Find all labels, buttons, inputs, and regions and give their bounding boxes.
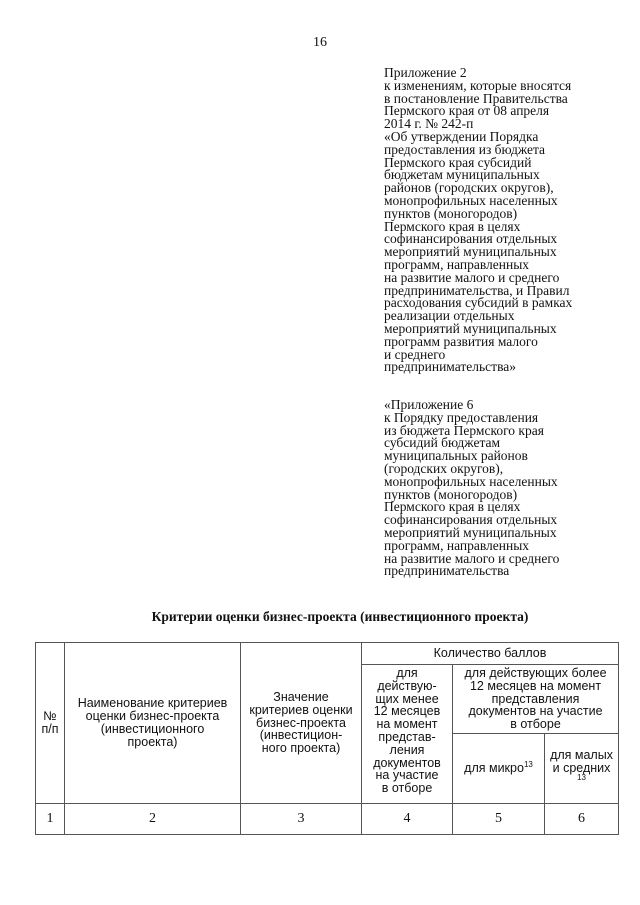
appendix-2-block — [384, 67, 614, 374]
text-line: щих менее — [375, 691, 439, 706]
text-line: представ- — [378, 729, 436, 744]
text-line: п/п — [41, 721, 59, 736]
text-line: пунктов (моногородов) — [384, 205, 518, 221]
text-line: «Приложение 6 — [384, 397, 474, 412]
text-line: бюджетам муниципальных — [384, 167, 540, 183]
text-line: документов на участие — [468, 704, 603, 719]
text-line: Пермского края субсидий — [384, 154, 532, 170]
header-criteria-value — [241, 643, 362, 804]
text-line: расходования субсидий в рамках — [384, 295, 573, 311]
text-line: и среднего — [384, 346, 446, 362]
text-line: монопрофильных населенных — [384, 192, 558, 208]
text-line: (инвестицион- — [259, 728, 343, 743]
text-line: реализации отдельных — [384, 308, 515, 324]
text-line: и средних — [552, 761, 611, 776]
text-line: мероприятий муниципальных — [384, 524, 557, 540]
text-line: на момент — [376, 717, 438, 732]
text-line: Наименование критериев — [77, 696, 228, 711]
text-line: мероприятий муниципальных — [384, 244, 557, 260]
text-line: для — [396, 666, 418, 680]
text-line: монопрофильных населенных — [384, 473, 558, 489]
header-less-12-months — [362, 665, 453, 804]
text-line: на развитие малого и среднего — [384, 269, 560, 285]
text-line: к Порядку предоставления — [384, 409, 539, 425]
header-score: Количество баллов — [362, 643, 619, 665]
text-line: предоставления из бюджета — [384, 141, 546, 157]
text-line: предпринимательства» — [384, 359, 517, 375]
appendix-6-block — [384, 399, 614, 578]
header-criteria-name — [65, 643, 241, 804]
header-small-medium-label — [548, 749, 615, 775]
text-line: на развитие малого и среднего — [384, 550, 560, 566]
column-number-cell: 1 — [36, 803, 65, 834]
text-line: софинансирования отдельных — [384, 512, 558, 528]
text-line: оценки бизнес-проекта — [85, 709, 220, 724]
header-number — [36, 643, 65, 804]
text-line: 12 месяцев — [373, 704, 441, 719]
text-line: субсидий бюджетам — [384, 435, 501, 451]
criteria-table — [35, 642, 619, 835]
column-number-cell: 3 — [241, 803, 362, 834]
text-line: проекта) — [127, 734, 178, 749]
header-more-12-months — [453, 665, 619, 734]
header-micro — [453, 733, 545, 803]
text-line: представления — [491, 691, 580, 706]
header-micro-footnote: 13 — [523, 759, 533, 769]
text-line: предпринимательства — [384, 563, 510, 579]
text-line: Пермского края от 08 апреля — [384, 103, 550, 119]
column-number-row — [36, 803, 619, 834]
text-line: (городских округов), — [384, 460, 504, 476]
text-line: районов (городских округов), — [384, 180, 554, 196]
text-line: Пермского края в целях — [384, 218, 521, 234]
text-line: «Об утверждении Порядка — [384, 128, 539, 144]
text-line: софинансирования отдельных — [384, 231, 558, 247]
text-line: предпринимательства, и Правил — [384, 282, 570, 298]
document-title: Критерии оценки бизнес-проекта (инвестиционного проекта) — [151, 609, 529, 624]
header-micro-label: для микро — [464, 761, 524, 776]
header-small-medium — [545, 733, 619, 803]
text-line: Приложение 2 — [384, 65, 467, 80]
text-line: в отборе — [381, 781, 433, 796]
column-number-cell: 6 — [545, 803, 619, 834]
text-line: действую- — [377, 678, 437, 693]
text-line: для малых — [550, 748, 613, 763]
text-line: Пермского края в целях — [384, 499, 521, 515]
text-line: муниципальных районов — [384, 448, 528, 464]
text-line: Значение — [273, 690, 329, 704]
text-line: для действующих более — [464, 666, 607, 680]
text-line: мероприятий муниципальных — [384, 320, 557, 336]
text-line: к изменениям, которые вносятся — [384, 77, 572, 93]
header-small-medium-footnote: 13 — [577, 772, 586, 782]
text-line: из бюджета Пермского края — [384, 422, 544, 438]
text-line: пунктов (моногородов) — [384, 486, 518, 502]
text-line: 2014 г. № 242-п — [384, 116, 474, 132]
column-number-cell: 4 — [362, 803, 453, 834]
text-line: критериев оценки — [249, 702, 353, 717]
text-line: программ, направленных — [384, 537, 530, 553]
text-line: программ развития малого — [384, 333, 538, 349]
text-line: (инвестиционного — [100, 721, 205, 736]
text-line: в отборе — [510, 717, 561, 732]
text-line: в постановление Правительства — [384, 90, 568, 106]
text-line: № — [43, 709, 57, 724]
page-number: 16 — [313, 35, 327, 50]
column-number-cell: 5 — [453, 803, 545, 834]
text-line: документов — [373, 755, 441, 770]
text-line: ления — [389, 742, 425, 757]
text-line: ного проекта) — [261, 741, 341, 756]
text-line: 12 месяцев на момент — [469, 678, 602, 693]
column-number-cell: 2 — [65, 803, 241, 834]
text-line: бизнес-проекта — [256, 715, 346, 730]
text-line: программ, направленных — [384, 256, 530, 272]
text-line: на участие — [375, 768, 439, 783]
